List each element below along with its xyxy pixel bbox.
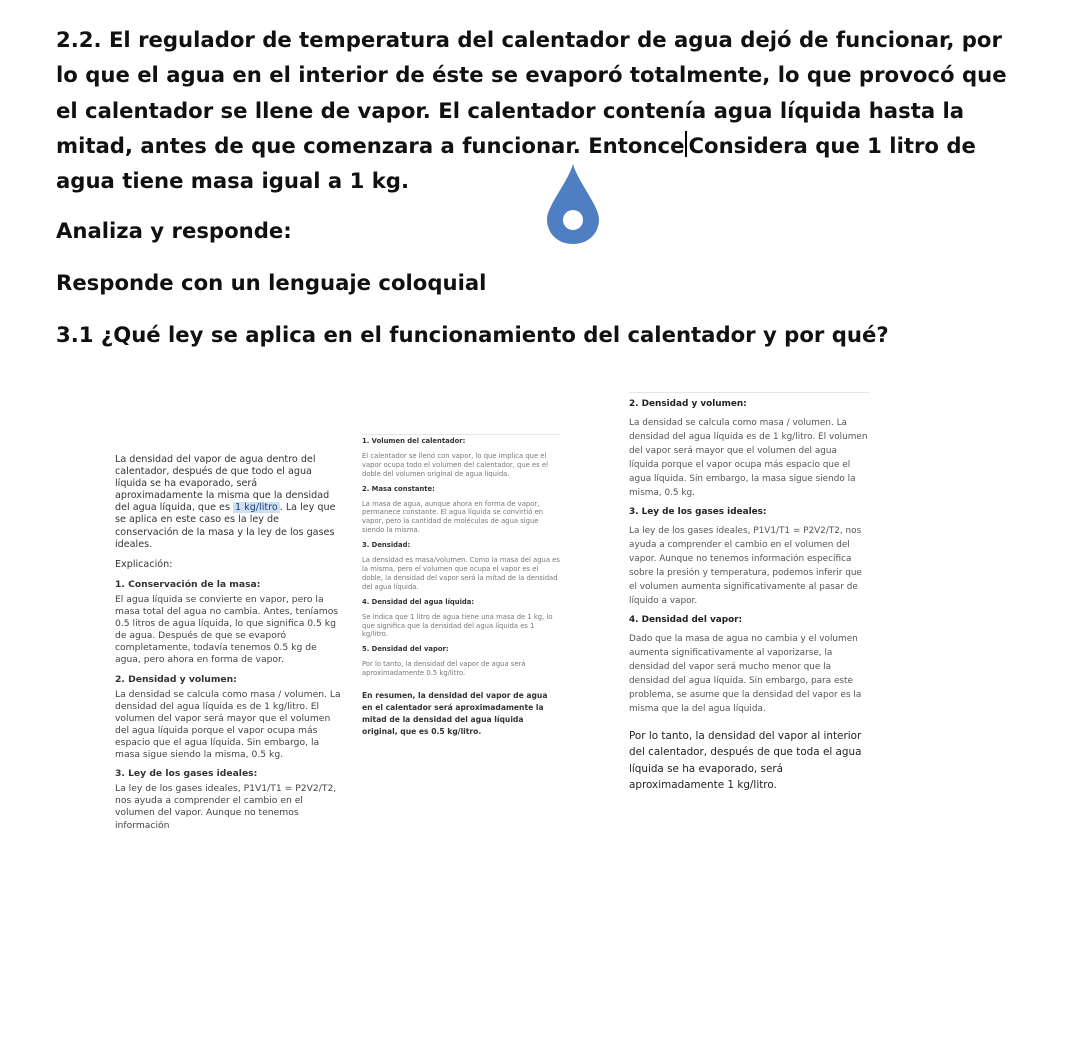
- section-body: La ley de los gases ideales, P1V1/T1 = P2V2/T2, nos ayuda a comprender el cambio en el volumen del vapor. Aunque no tenemos información específica sobre la presión y temperatura, podemos inferir que el volumen aumenta significativamente al pasar de líquido a vapor.: [629, 526, 862, 606]
- intro-text-b: . La ley que se aplica en este caso es la ley de conservación de la masa y la ley de los gases ideales.: [115, 502, 336, 550]
- intro-text-a: La densidad del vapor de agua dentro del calentador, después de que todo el agua líquida se ha evaporado, será aproximadamente la misma que la densidad del agua líquida, que es: [115, 454, 330, 514]
- section-body: Dado que la masa de agua no cambia y el volumen aumenta significativamente al vaporizarse, la densidad del vapor será mucho menor que la densidad del agua líquida. Sin embargo, para este problema, se asume que la densidad del vapor es la misma que la del agua líquida.: [629, 634, 862, 714]
- question-part2: Considera que 1 litro de agua tiene masa igual a 1 kg.: [56, 132, 976, 194]
- section-title: 3. Ley de los gases ideales:: [115, 768, 258, 780]
- question-part1: 2.2. El regulador de temperatura del calentador de agua dejó de funcionar, por lo que el agua en el interior de éste se evaporó totalmente, lo que provocó que el calentador se llene de vapor. El calentador contenía agua líquida hasta la mitad, antes de que comenzara a funcionar. Entonce: [56, 27, 1007, 158]
- section-body: La ley de los gases ideales, P1V1/T1 = P2V2/T2, nos ayuda a comprender el cambio en el volumen del vapor. Aunque no tenemos información: [115, 783, 337, 831]
- section-title: 2. Densidad y volumen:: [115, 673, 237, 685]
- section-body: La densidad se calcula como masa / volumen. La densidad del agua líquida es de 1 kg/litro. El volumen del vapor será mayor que el volumen del agua líquida porque el vapor ocupa más espacio que el agua líquida. Sin embargo, la masa sigue siendo la misma, 0.5 kg.: [115, 688, 341, 761]
- section-title: 2. Densidad y volumen:: [629, 399, 747, 409]
- intro-paragraph: [115, 454, 345, 551]
- answer-screenshot-left: [115, 454, 345, 839]
- section-body: Por lo tanto, la densidad del vapor de agua será aproximadamente 0.5 kg/litro.: [362, 660, 526, 678]
- section-title: 2. Masa constante:: [362, 484, 435, 493]
- section-title: 4. Densidad del agua líquida:: [362, 597, 475, 606]
- section-body: El agua líquida se convierte en vapor, pero la masa total del agua no cambia. Antes, teníamos 0.5 litros de agua líquida, lo que significa 0.5 kg de agua. Después de que se evaporó completamente, todavía tenemos 0.5 kg de agua, pero ahora en forma de vapor.: [115, 593, 339, 666]
- section-body: Se indica que 1 litro de agua tiene una masa de 1 kg, lo que significa que la densidad del agua líquida es 1 kg/litro.: [362, 612, 553, 639]
- explicacion-label: Explicación:: [115, 558, 173, 570]
- section-body: La densidad es masa/volumen. Como la masa del agua es la misma, pero el volumen que ocupa el vapor es el doble, la densidad del vapor será la mitad de la densidad del agua líquida.: [362, 556, 560, 591]
- conclusion-text: Por lo tanto, la densidad del vapor al interior del calentador, después de que toda el agua líquida se ha evaporado, será aproximadamente 1 kg/litro.: [629, 730, 862, 792]
- section-body: La masa de agua, aunque ahora en forma de vapor, permanece constante. El agua líquida se convirtió en vapor, pero la cantidad de moléculas de agua sigue siendo la misma.: [362, 499, 544, 535]
- section-title: 4. Densidad del vapor:: [629, 615, 743, 625]
- answer-screenshot-right: [629, 392, 869, 799]
- question-block: [56, 22, 1016, 198]
- section-title: 1. Volumen del calentador:: [362, 437, 466, 445]
- water-drop-icon: [546, 162, 600, 246]
- responde-instruction: Responde con un lenguaje coloquial: [56, 270, 487, 295]
- section-title: 3. Densidad:: [362, 541, 411, 550]
- question-3-1: 3.1 ¿Qué ley se aplica en el funcionamiento del calentador y por qué?: [56, 322, 889, 347]
- question-text: [56, 22, 1016, 198]
- summary-text: En resumen, la densidad del vapor de agua en el calentador será aproximadamente la mitad de la densidad del agua líquida original, que es 0.5 kg/litro.: [362, 691, 548, 737]
- analiza-heading: Analiza y responde:: [56, 218, 292, 243]
- section-body: El calentador se llenó con vapor, lo que implica que el vapor ocupa todo el volumen del calentador, que es el doble del volumen original de agua líquida.: [362, 451, 548, 478]
- highlighted-value: 1 kg/litro: [235, 502, 278, 514]
- section-title: 1. Conservación de la masa:: [115, 578, 261, 590]
- answer-screenshot-middle: [362, 434, 560, 744]
- section-title: 3. Ley de los gases ideales:: [629, 507, 767, 517]
- section-title: 5. Densidad del vapor:: [362, 645, 449, 654]
- section-body: La densidad se calcula como masa / volumen. La densidad del agua líquida es de 1 kg/litro. El volumen del vapor será mayor que el volumen del agua líquida porque el vapor ocupa más espacio que el agua líquida. Sin embargo, la masa sigue siendo la misma, 0.5 kg.: [629, 418, 868, 498]
